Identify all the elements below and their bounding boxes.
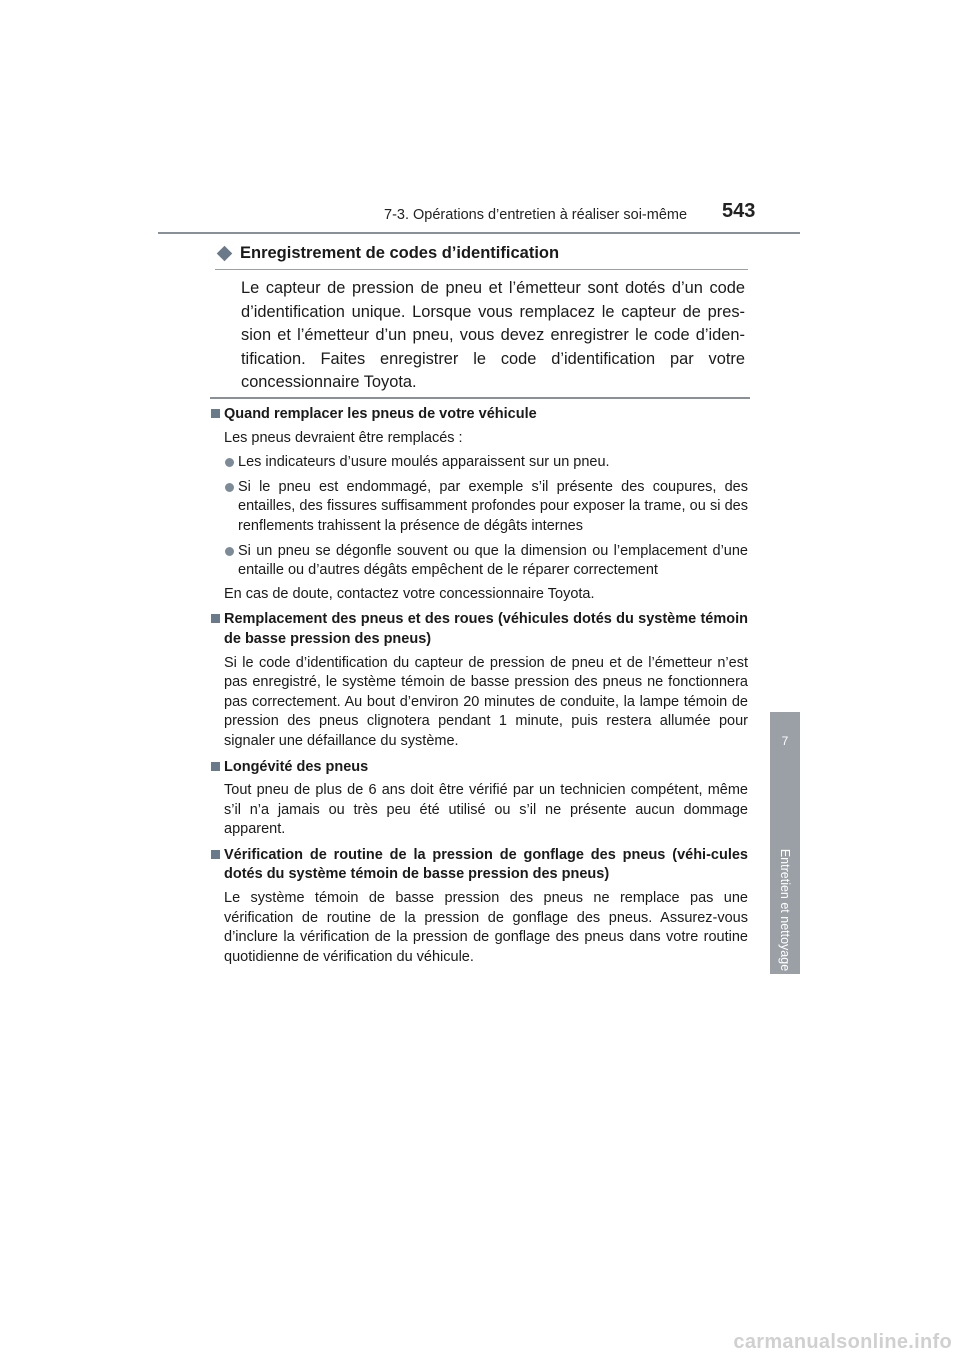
- box-body: Le capteur de pression de pneu et l’émetteur sont dotés d’un code d’identification unique. Lorsque vous remplacez le capteur de pres-sion et l’émetteur d’un pneu, vous devez enregistrer le code d’iden-tification. Faites enregistrer le code d’identification par votre concessionnaire Toyota.: [241, 279, 745, 391]
- circle-bullet-icon: [225, 483, 234, 492]
- list-item-text: Si le pneu est endommagé, par exemple s’il présente des coupures, des entailles, des fissures suffisamment profondes pour exposer la trame, ou si des renflements trahissent la présence de dégâts internes: [238, 478, 748, 534]
- square-bullet-icon: [211, 614, 220, 623]
- box-bottom-rule: [210, 397, 750, 399]
- section-heading-text: Longévité des pneus: [224, 758, 369, 775]
- header-section-title: 7-3. Opérations d’entretien à réaliser soi-même: [384, 207, 688, 223]
- box-title-text: Enregistrement de codes d’identification: [240, 243, 560, 262]
- header-rule: [158, 232, 800, 234]
- page-number: 543: [722, 200, 756, 222]
- section-heading-text: Vérification de routine de la pression de gonflage des pneus (véhi-cules dotés du système témoin de basse pression des pneus): [224, 846, 748, 883]
- section-paragraph: Les pneus devraient être remplacés :: [224, 429, 463, 446]
- main-content: [210, 405, 748, 967]
- section-heading: [210, 405, 748, 425]
- section-paragraph: Tout pneu de plus de 6 ans doit être vérifié par un technicien compétent, même s’il n’a jamais ou très peu été utilisé ou s’il ne présente aucun dommage apparent.: [224, 782, 748, 838]
- circle-bullet-icon: [225, 547, 234, 556]
- list-item: [210, 542, 748, 581]
- box-title: [215, 240, 748, 266]
- square-bullet-icon: [211, 762, 220, 771]
- list-item-text: Si un pneu se dégonfle souvent ou que la dimension ou l’emplacement d’une entaille ou d’autres dégâts empêchent de le réparer correctement: [238, 542, 748, 579]
- list-item: [210, 478, 748, 537]
- chapter-number: 7: [781, 734, 789, 748]
- section-heading-text: Quand remplacer les pneus de votre véhicule: [224, 406, 537, 422]
- list-item-text: Les indicateurs d’usure moulés apparaissent sur un pneu.: [238, 454, 610, 471]
- section-heading-text: Remplacement des pneus et des roues (véhicules dotés du système témoin de basse pression des pneus): [224, 611, 748, 647]
- diamond-icon: [217, 245, 233, 261]
- watermark: carmanualsonline.info: [733, 1331, 952, 1353]
- section-paragraph: Le système témoin de basse pression des pneus ne remplace pas une vérification de routine de la pression de gonflage des pneus. Assurez-vous d’inclure la vérification de la pression de gonflage des pneus dans votre routine quotidienne de vérification du véhicule.: [224, 890, 748, 965]
- boxed-section: [215, 240, 748, 395]
- section-paragraph: En cas de doute, contactez votre concessionnaire Toyota.: [224, 585, 595, 602]
- box-title-rule: [215, 269, 748, 270]
- section-heading: [210, 610, 748, 649]
- square-bullet-icon: [211, 409, 220, 418]
- list-item: [210, 453, 748, 473]
- square-bullet-icon: [211, 850, 220, 859]
- section-paragraph: Si le code d’identification du capteur de pression de pneu et de l’émetteur n’est pas enregistré, le système témoin de basse pression des pneus ne fonctionnera pas correctement. Au bout d’environ 20 minutes de conduite, la lampe témoin de pression des pneus clignotera pendant 1 minute, puis restera allumée pour signaler une défaillance du système.: [224, 654, 748, 749]
- chapter-side-tab: [770, 712, 800, 974]
- chapter-label: Entretien et nettoyage: [778, 848, 792, 972]
- circle-bullet-icon: [225, 458, 234, 467]
- section-heading: [210, 758, 748, 778]
- section-heading: [210, 846, 748, 885]
